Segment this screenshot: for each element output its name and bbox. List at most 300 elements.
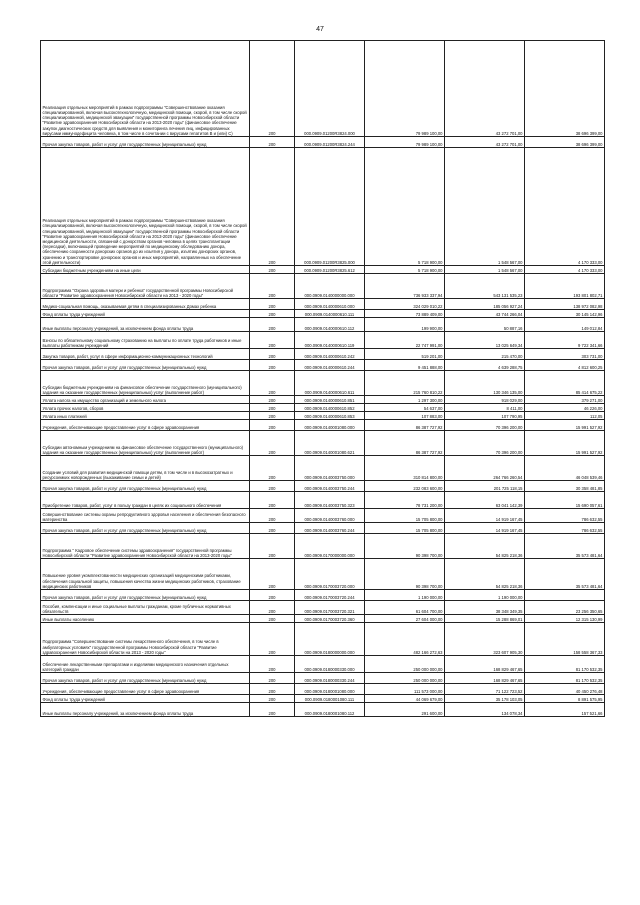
row-classification-code-text: 000.0909.0140000610.611 [304,389,355,395]
row-executed-amount [445,601,525,615]
row-unexecuted-amount [525,703,605,717]
row-approved-amount-text: 310 814 800,00 [413,474,443,480]
row-unexecuted-amount [525,492,605,509]
row-executed-amount [445,656,525,673]
row-description-text: Фонд оплаты труда учреждений [42,696,105,702]
row-admin-code-text: 200 [268,516,276,522]
table-row [41,695,605,703]
row-admin-code [250,703,295,717]
row-classification-code-text: 000.0909.0140000610.000 [304,303,355,309]
row-executed-amount [445,412,525,420]
row-unexecuted-amount [525,559,605,590]
row-admin-code [250,509,295,523]
row-approved-amount-text: 79 989 100,00 [415,141,443,147]
row-unexecuted-amount-text: 303 731,00 [581,353,603,359]
row-unexecuted-amount [525,412,605,420]
row-unexecuted-amount-text: 85 414 675,22 [575,389,603,395]
row-description-text: Учреждения, обеспечивающие предоставление услуг в сфере здравоохранения [42,688,200,694]
table-row [41,349,605,360]
row-admin-code [250,601,295,615]
row-executed-amount [445,695,525,703]
row-classification-code [295,396,365,404]
row-executed-amount [445,404,525,412]
row-classification-code [295,684,365,695]
row-approved-amount [365,420,445,431]
row-unexecuted-amount-text: 138 972 082,98 [573,303,603,309]
table-row [41,673,605,684]
table-row [41,703,605,717]
row-description-text: Медико-социальная помощь, оказываемая детям в специализированных Домах ребенка [42,303,217,309]
row-description-text: Приобретение товаров, работ, услуг в пользу граждан в целях их социального обеспечения [42,502,222,508]
row-admin-code-text: 200 [268,649,276,655]
row-approved-amount-text: 519 201,00 [421,353,443,359]
row-unexecuted-amount-text: 81 170 532,35 [575,666,603,672]
row-admin-code [250,623,295,656]
row-classification-code-text: 000.0909.0180000000.000 [304,649,355,655]
row-approved-amount-text: 5 718 900,00 [418,259,443,265]
row-approved-amount [365,481,445,492]
row-classification-code [295,695,365,703]
row-classification-code [295,456,365,481]
row-unexecuted-amount [525,360,605,371]
row-admin-code [250,371,295,396]
row-executed-amount-text: 70 396 200,00 [495,449,523,455]
row-unexecuted-amount-text: 40 450 276,48 [575,688,603,694]
row-approved-amount [365,559,445,590]
row-description-text: Уплата иных платежей [42,413,87,419]
row-description-text: Прочая закупка товаров, работ и услуг для государственных (муниципальных) нужд [42,594,207,600]
row-description-text: Иные выплаты населению [42,616,95,622]
row-approved-amount-text: 9 451 888,00 [418,364,443,370]
row-unexecuted-amount [525,623,605,656]
row-classification-code-text: 000.0909.0140000610.852 [304,405,355,411]
row-approved-amount [365,349,445,360]
row-classification-code-text: 000.0909.0170000000.000 [304,552,355,558]
row-admin-code-text: 200 [268,389,276,395]
row-admin-code-text: 200 [268,424,276,430]
row-classification-code [295,266,365,274]
row-unexecuted-amount [525,431,605,456]
row-unexecuted-amount [525,509,605,523]
row-classification-code-text: 000.0909.0140000610.242 [304,353,355,359]
row-classification-code-text: 000.0909.0180001080.112 [304,710,355,716]
row-unexecuted-amount [525,332,605,349]
row-classification-code-text: 000.0909.0170003720.244 [304,594,355,600]
row-executed-amount-text: 1 190 000,00 [498,594,523,600]
row-description [41,695,250,703]
row-classification-code [295,318,365,332]
row-admin-code [250,396,295,404]
row-approved-amount-text: 27 604 000,00 [415,616,443,622]
row-approved-amount-text: 73 889 409,00 [415,311,443,317]
row-description-text: Пособия, компенсации и иные социальные выплаты гражданам, кроме публичных нормативных обязательств [42,603,231,614]
row-approved-amount [365,41,445,137]
row-approved-amount [365,601,445,615]
row-admin-code-text: 200 [268,267,276,273]
table-row [41,41,605,137]
row-classification-code [295,420,365,431]
row-classification-code [295,41,365,137]
row-unexecuted-amount-text: 4 812 600,25 [578,364,603,370]
row-executed-amount-text: 918 029,00 [501,397,523,403]
row-executed-amount-text: 215 470,00 [501,353,523,359]
row-executed-amount-text: 15 288 869,01 [495,616,523,622]
table-row [41,684,605,695]
row-admin-code-text: 200 [268,364,276,370]
row-approved-amount [365,274,445,299]
row-admin-code [250,615,295,623]
row-classification-code-text: 000.0909.0140001080.621 [304,449,355,455]
row-unexecuted-amount [525,310,605,318]
row-classification-code-text: 000.0909.0180000330.244 [304,677,355,683]
row-executed-amount-text: 71 122 723,52 [495,688,523,694]
row-description-text: Реализация отдельных мероприятий в рамках подпрограммы "Совершенствование оказания специализированной, включая высокотехнологичную, медицинской помощи, скорой, в том числе скорой специализированной, медицинской эвакуации" государственной программы Новосибирской области "Развитие здравоохранения Новосибирской области на 2013-2020 годы" (финансовое обеспечение закупок диагностических средств для выявления и мониторинга лечения лиц, инфицированных вирусами иммунодефицита человека, в том числе в сочетании с вирусами гепатитов B и (или) C) [42,104,247,136]
row-executed-amount-text: 264 766 260,54 [493,474,523,480]
row-approved-amount-text: 79 989 100,00 [415,130,443,136]
page-number: 47 [316,26,324,33]
row-unexecuted-amount [525,349,605,360]
table-row [41,299,605,310]
row-description [41,673,250,684]
table-row [41,274,605,299]
row-admin-code-text: 200 [268,405,276,411]
row-approved-amount [365,534,445,559]
row-description [41,590,250,601]
row-unexecuted-amount-text: 15 690 057,61 [575,502,603,508]
row-admin-code [250,41,295,137]
row-approved-amount [365,703,445,717]
row-approved-amount-text: 15 705 800,00 [415,516,443,522]
row-approved-amount [365,456,445,481]
row-classification-code [295,656,365,673]
row-approved-amount [365,266,445,274]
table-row [41,601,605,615]
row-executed-amount-text: 168 829 467,65 [493,666,523,672]
row-classification-code [295,431,365,456]
budget-table [40,40,605,717]
row-description-text: Прочая закупка товаров, работ и услуг для государственных (муниципальных) нужд [42,364,207,370]
row-executed-amount-text: 13 025 649,34 [495,342,523,348]
row-unexecuted-amount-text: 4 170 333,00 [578,259,603,265]
row-admin-code-text: 200 [268,710,276,716]
row-admin-code-text: 200 [268,449,276,455]
row-executed-amount-text: 54 825 218,36 [495,552,523,558]
row-classification-code-text: 000.0909.0140003750.323 [304,502,355,508]
row-description [41,274,250,299]
row-classification-code [295,310,365,318]
row-description-text: Реализация отдельных мероприятий в рамках подпрограммы "Совершенствование оказания специализированной, включая высокотехнологичную, медицинской помощи, скорой, в том числе скорой специализированной, медицинской эвакуации" государственной программы Новосибирской области "Развитие здравоохранения Новосибирской области на 2013-2020 годы" (финансовое обеспечение медицинской деятельности, связанной с донорством органов человека в целях трансплантации (пересадки), включающей проведение мероприятий по медицинскому обследованию донора, обеспечению сохранности донорских органов до их изъятия у донора, изъятию донорских органов, хранению и транспортировке донорских органов и иных мероприятий, направленных на обеспечение этой деятельности) [42,218,247,265]
row-approved-amount [365,396,445,404]
row-unexecuted-amount [525,523,605,534]
row-unexecuted-amount-text: 46 048 539,46 [575,474,603,480]
row-description-text: Обеспечение лекарственными препаратами и изделиями медицинского назначения отдельных категорий граждан [42,661,229,672]
table-row [41,481,605,492]
row-admin-code [250,349,295,360]
row-executed-amount [445,523,525,534]
row-description [41,412,250,420]
row-description [41,656,250,673]
row-unexecuted-amount [525,656,605,673]
table-row [41,431,605,456]
row-executed-amount [445,590,525,601]
table-row [41,396,605,404]
row-classification-code-text: 000.0909.0180001080.000 [304,688,355,694]
row-description [41,420,250,431]
table-row [41,420,605,431]
row-classification-code [295,509,365,523]
row-admin-code-text: 200 [268,130,276,136]
row-description-text: Взносы по обязательному социальному страхованию на выплаты по оплате труда работников и иные выплаты работникам учреждений [42,337,242,348]
row-classification-code-text: 000.0909.0140000610.853 [304,413,355,419]
table-row [41,559,605,590]
row-admin-code-text: 200 [268,616,276,622]
row-classification-code-text: 000.0909.0180000330.000 [304,666,355,672]
row-executed-amount-text: 168 829 467,65 [493,677,523,683]
row-executed-amount [445,673,525,684]
table-row [41,656,605,673]
row-description [41,509,250,523]
row-executed-amount-text: 201 725 118,15 [493,485,523,491]
row-approved-amount [365,137,445,148]
row-unexecuted-amount [525,420,605,431]
row-classification-code [295,590,365,601]
row-classification-code [295,274,365,299]
row-admin-code-text: 200 [268,677,276,683]
row-description-text: Субсидии бюджетным учреждениям на иные цели [42,267,141,273]
row-admin-code-text: 200 [268,397,276,403]
row-admin-code [250,148,295,266]
row-approved-amount-text: 215 760 810,22 [413,389,443,395]
row-executed-amount [445,684,525,695]
row-unexecuted-amount-text: 149 012,84 [581,325,603,331]
table-row [41,492,605,509]
row-executed-amount [445,703,525,717]
row-admin-code-text: 200 [268,594,276,600]
row-admin-code-text: 200 [268,485,276,491]
row-unexecuted-amount [525,695,605,703]
row-executed-amount [445,299,525,310]
row-classification-code [295,148,365,266]
row-classification-code [295,349,365,360]
row-approved-amount-text: 291 600,00 [421,710,443,716]
row-unexecuted-amount-text: 46 226,00 [583,405,603,411]
row-unexecuted-amount-text: 8 891 575,95 [578,696,603,702]
row-approved-amount [365,412,445,420]
row-classification-code-text: 000.0909.0180001080.111 [304,696,355,702]
row-classification-code [295,412,365,420]
row-unexecuted-amount-text: 112,05 [590,413,603,419]
row-description [41,534,250,559]
row-approved-amount [365,431,445,456]
row-approved-amount-text: 232 083 600,00 [413,485,443,491]
row-admin-code-text: 200 [268,666,276,672]
table-row [41,318,605,332]
row-executed-amount [445,481,525,492]
table-row [41,412,605,420]
row-admin-code [250,590,295,601]
row-classification-code-text: 000.0909.0140003760.000 [304,516,355,522]
row-unexecuted-amount [525,274,605,299]
row-classification-code [295,481,365,492]
row-admin-code-text: 200 [268,325,276,331]
row-description-text: Подпрограмма "Совершенствование системы лекарственного обеспечения, в том числе в амбулаторных условиях" государственной программы Новосибирской области "Развитие здравоохранения Новосибирской области на 2013 - 2020 годы" [42,639,219,655]
row-unexecuted-amount-text: 35 573 481,64 [575,583,603,589]
row-classification-code [295,534,365,559]
row-unexecuted-amount-text: 157 521,66 [581,710,603,716]
row-executed-amount-text: 4 639 288,75 [498,364,523,370]
row-admin-code-text: 200 [268,502,276,508]
row-description-text: Создание условий для развития медицинской помощи детям, в том числе и в высокозатратных и ресурсоемких новорожденных (выхаживание семьи и детей) [42,469,233,480]
row-classification-code-text: 000.0909.0140000610.119 [304,342,355,348]
row-executed-amount [445,509,525,523]
row-admin-code [250,266,295,274]
row-unexecuted-amount [525,534,605,559]
row-description [41,310,250,318]
row-description-text: Прочая закупка товаров, работ и услуг для государственных (муниципальных) нужд [42,677,207,683]
row-approved-amount-text: 86 387 727,92 [415,424,443,430]
row-unexecuted-amount [525,404,605,412]
row-unexecuted-amount-text: 35 573 481,64 [575,552,603,558]
row-approved-amount-text: 324 029 010,22 [413,303,443,309]
row-approved-amount [365,523,445,534]
row-description [41,615,250,623]
row-admin-code [250,695,295,703]
row-executed-amount-text: 134 078,34 [501,710,523,716]
row-unexecuted-amount-text: 379 271,00 [581,397,603,403]
row-unexecuted-amount-text: 786 632,55 [581,527,603,533]
row-approved-amount-text: 15 705 800,00 [415,527,443,533]
row-admin-code [250,332,295,349]
row-description [41,41,250,137]
row-description-text: Повышение уровня укомплектованности медицинских организаций медицинскими работниками, обеспечения социальной защиты, повышения качества жизни медицинских работников, страхование медицинских работников [42,573,241,589]
table-row [41,148,605,266]
row-classification-code-text: 000.0909.01200R3825.000 [304,259,355,265]
row-approved-amount [365,492,445,509]
row-description-text: Уплата налога на имущество организаций и земельного налога [42,397,166,403]
row-admin-code [250,656,295,673]
row-classification-code-text: 000.0909.0170003720.000 [304,583,355,589]
row-executed-amount [445,396,525,404]
row-executed-amount [445,559,525,590]
row-executed-amount [445,137,525,148]
row-approved-amount [365,623,445,656]
row-unexecuted-amount-text: 15 991 527,92 [575,424,603,430]
row-approved-amount-text: 5 718 900,00 [418,267,443,273]
row-approved-amount-text: 1 190 000,00 [418,594,443,600]
row-classification-code [295,332,365,349]
row-admin-code [250,420,295,431]
row-executed-amount-text: 54 825 218,36 [495,583,523,589]
row-description [41,492,250,509]
row-unexecuted-amount-text: 81 170 532,35 [575,677,603,683]
row-description-text: Уплата прочих налогов, сборов [42,405,104,411]
row-description [41,396,250,404]
row-unexecuted-amount-text: 30 358 481,85 [575,485,603,491]
row-description [41,481,250,492]
row-approved-amount [365,656,445,673]
row-classification-code-text: 000.0909.01200R3825.612 [304,267,355,273]
row-unexecuted-amount [525,371,605,396]
table-row [41,332,605,349]
row-unexecuted-amount [525,137,605,148]
row-admin-code [250,360,295,371]
row-description [41,299,250,310]
row-unexecuted-amount-text: 23 256 350,65 [575,608,603,614]
row-unexecuted-amount [525,318,605,332]
row-admin-code-text: 200 [268,141,276,147]
row-approved-amount-text: 61 604 700,00 [415,608,443,614]
row-classification-code-text: 000.0909.0170003720.360 [304,616,355,622]
row-description-text: Подпрограмма " Кадровое обеспечение системы здравоохранения" государственной программы Новосибирской области "Развитие здравоохранения Новосибирской области на 2013-2020 годы" [42,547,232,558]
row-admin-code [250,534,295,559]
row-description-text: Подпрограмма "Охрана здоровья матери и ребенка" государственной программы Новосибирской области "Развитие здравоохранения Новосибирской области на 2013 - 2020 годы" [42,287,233,298]
row-unexecuted-amount-text: 38 696 399,00 [575,141,603,147]
row-executed-amount [445,332,525,349]
row-unexecuted-amount [525,615,605,623]
row-classification-code [295,299,365,310]
row-executed-amount [445,492,525,509]
row-admin-code [250,299,295,310]
row-executed-amount-text: 130 346 135,00 [493,389,523,395]
row-unexecuted-amount-text: 4 170 333,00 [578,267,603,273]
row-approved-amount [365,318,445,332]
row-approved-amount-text: 107 883,00 [421,413,443,419]
row-approved-amount-text: 1 297 300,00 [418,397,443,403]
row-executed-amount [445,371,525,396]
row-admin-code-text: 200 [268,474,276,480]
row-executed-amount [445,615,525,623]
row-admin-code-text: 200 [268,413,276,419]
row-unexecuted-amount-text: 158 558 367,33 [573,649,603,655]
row-description-text: Совершенствование системы охраны репродуктивного здоровья населения и обеспечения безопасного материнства [42,511,246,522]
row-approved-amount-text: 90 398 700,00 [415,583,443,589]
row-admin-code [250,274,295,299]
row-unexecuted-amount [525,41,605,137]
row-classification-code [295,360,365,371]
row-description-text: Субсидии бюджетным учреждениям на финансовое обеспечение государственного (муниципального) задания на оказание государственных (муниципальных) услуг (выполнение работ) [42,384,242,395]
row-unexecuted-amount [525,601,605,615]
row-unexecuted-amount-text: 12 315 130,99 [575,616,603,622]
row-executed-amount-text: 185 056 927,24 [493,303,523,309]
row-description [41,623,250,656]
row-classification-code-text: 000.0909.01200R3824.244 [304,141,355,147]
row-description-text: Прочая закупка товаров, работ и услуг для государственных (муниципальных) нужд [42,141,207,147]
row-description-text: Закупка товаров, работ, услуг в сфере информационно-коммуникационных технологий [42,353,213,359]
row-description [41,332,250,349]
row-admin-code-text: 200 [268,696,276,702]
row-unexecuted-amount-text: 786 632,55 [581,516,603,522]
row-description [41,404,250,412]
row-approved-amount [365,590,445,601]
budget-table-body [41,41,605,717]
row-description [41,703,250,717]
row-approved-amount-text: 736 933 337,94 [413,292,443,298]
row-description [41,601,250,615]
row-approved-amount-text: 90 398 700,00 [415,552,443,558]
row-description-text: Иные выплаты персоналу учреждений, за исключением фонда оплаты труда [42,710,194,716]
row-classification-code-text: 000.0909.0140003760.244 [304,527,355,533]
row-classification-code [295,371,365,396]
row-executed-amount-text: 43 272 701,00 [495,130,523,136]
row-approved-amount-text: 54 637,00 [423,405,443,411]
row-description-text: Иные выплаты персоналу учреждений, за исключением фонда оплаты труда [42,325,194,331]
row-classification-code [295,523,365,534]
row-unexecuted-amount [525,299,605,310]
row-description [41,684,250,695]
row-admin-code [250,456,295,481]
row-approved-amount [365,404,445,412]
row-approved-amount-text: 250 000 000,00 [413,666,443,672]
